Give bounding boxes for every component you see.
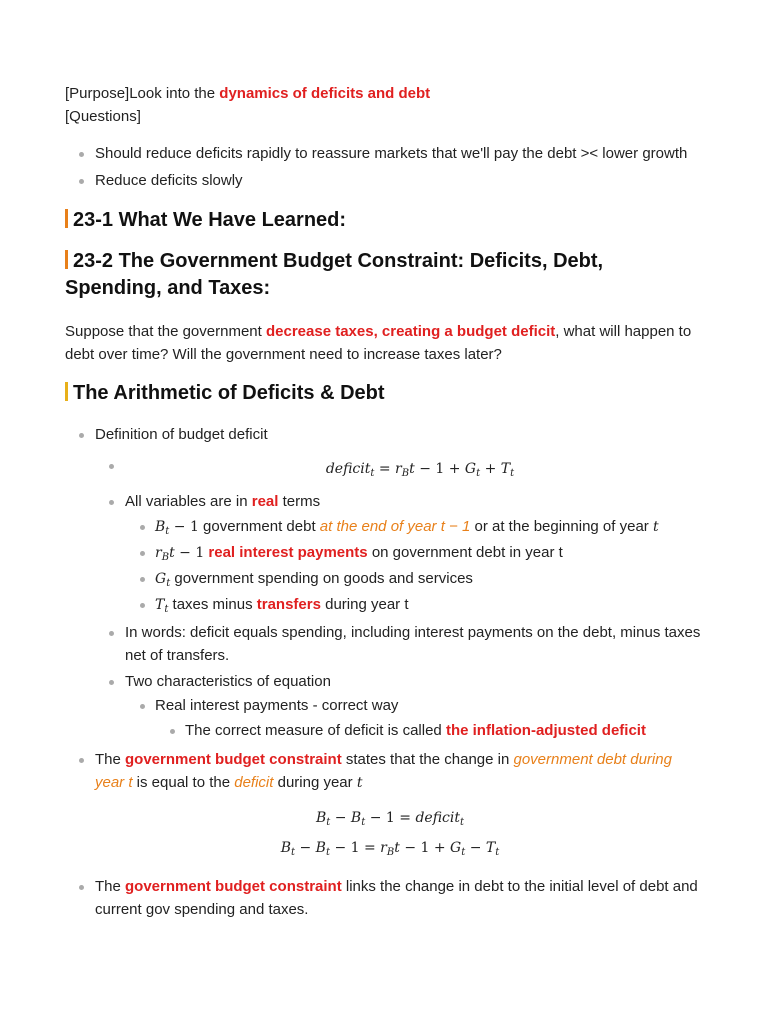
list-item: Should reduce deficits rapidly to reassure markets that we'll pay the debt >< lower growth [65,142,715,165]
purpose-line: [Purpose]Look into the dynamics of deficits and debt [65,85,431,102]
real-highlight: real [251,493,279,510]
characteristics-list [125,694,715,742]
list-item: The correct measure of deficit is called the inflation-adjusted deficit [155,719,715,742]
heading-accent-bar [65,382,68,401]
heading-arithmetic: The Arithmetic of Deficits & Debt [65,380,715,407]
suppose-paragraph: Suppose that the government decrease taxes, creating a budget deficit, what will happen to debt over time? Will the government need to increase taxes later? [65,323,692,363]
constraint-equations [95,803,715,863]
definition-sublist [95,454,715,742]
interest-highlight: real interest payments [208,544,368,561]
heading-accent-bar [65,250,68,269]
measure-list [155,719,715,742]
suppose-highlight: decrease taxes, creating a budget deficit [265,323,556,340]
heading-accent-bar [65,209,68,228]
constraint-equation-2: $B_t - B_t - 1 = r_Bt - 1 + G_t - T_t$ [280,840,500,858]
gbc-highlight: government budget constraint [125,878,342,895]
document-page [65,82,715,921]
list-item: $r_Bt - 1$ real interest payments on government debt in year t [125,541,715,565]
list-item: Two characteristics of equation Real interest payments - correct way The correct measure of deficit is called the inflation-adjusted deficit [95,670,715,742]
list-item: The government budget constraint states that the change in government debt during year t is equal to the deficit during year t $B_t - B_t - 1$ = deficit$_t$ $B_t - B_t - 1 = r_Bt - 1 + G_t - T_t$ [65,748,715,863]
list-item: Definition of budget deficit deficit$_t$ = $r_Bt - 1 + G_t + T_t$ All variables are in real terms $B_t - 1$ government debt at the end of year t − 1 or at the beginning of year t $r_Bt - 1$ real interest payments on government debt in year t $G_t$ government spending on goods and services $T_t$ taxes minus transfers during year t In words: deficit equals spending, including interest payments on the debt, minus taxes net of transfers. Two characteristics of equation Real interest payments - correct way The correct measure of deficit is called the inflation-adjusted deficit [65,423,715,742]
list-item [95,454,715,484]
main-list [65,423,715,921]
list-item: In words: deficit equals spending, including interest payments on the debt, minus taxes net of transfers. [95,621,715,667]
variables-list [125,515,715,617]
heading-23-1: 23-1 What We Have Learned: [65,207,715,234]
list-item: $B_t - 1$ government debt at the end of year t − 1 or at the beginning of year t [125,515,715,539]
questions-list [65,142,715,192]
purpose-highlight: dynamics of deficits and debt [219,85,431,102]
list-item: Real interest payments - correct way The correct measure of deficit is called the inflation-adjusted deficit [125,694,715,742]
questions-label: [Questions] [65,108,141,125]
heading-23-2: 23-2 The Government Budget Constraint: Deficits, Debt, Spending, and Taxes: [65,250,604,299]
inflation-adjusted-highlight: the inflation-adjusted deficit [445,722,646,739]
list-item: $G_t$ government spending on goods and services [125,567,715,591]
gbc-highlight: government budget constraint [125,751,342,768]
deficit-equation: deficit$_t$ = $r_Bt - 1 + G_t + T_t$ [325,461,515,479]
list-item: The government budget constraint links the change in debt to the initial level of debt and current gov spending and taxes. [65,875,715,921]
end-of-year-highlight: at the end of year t − 1 [319,518,471,535]
list-item: $T_t$ taxes minus transfers during year t [125,593,715,617]
list-item: All variables are in real terms $B_t - 1$ government debt at the end of year t − 1 or at the beginning of year t $r_Bt - 1$ real interest payments on government debt in year t $G_t$ government spending on goods and services $T_t$ taxes minus transfers during year t [95,490,715,617]
transfers-highlight: transfers [256,596,321,613]
constraint-equation-1: $B_t - B_t - 1$ = deficit$_t$ [315,810,465,828]
list-item: Reduce deficits slowly [65,169,715,192]
